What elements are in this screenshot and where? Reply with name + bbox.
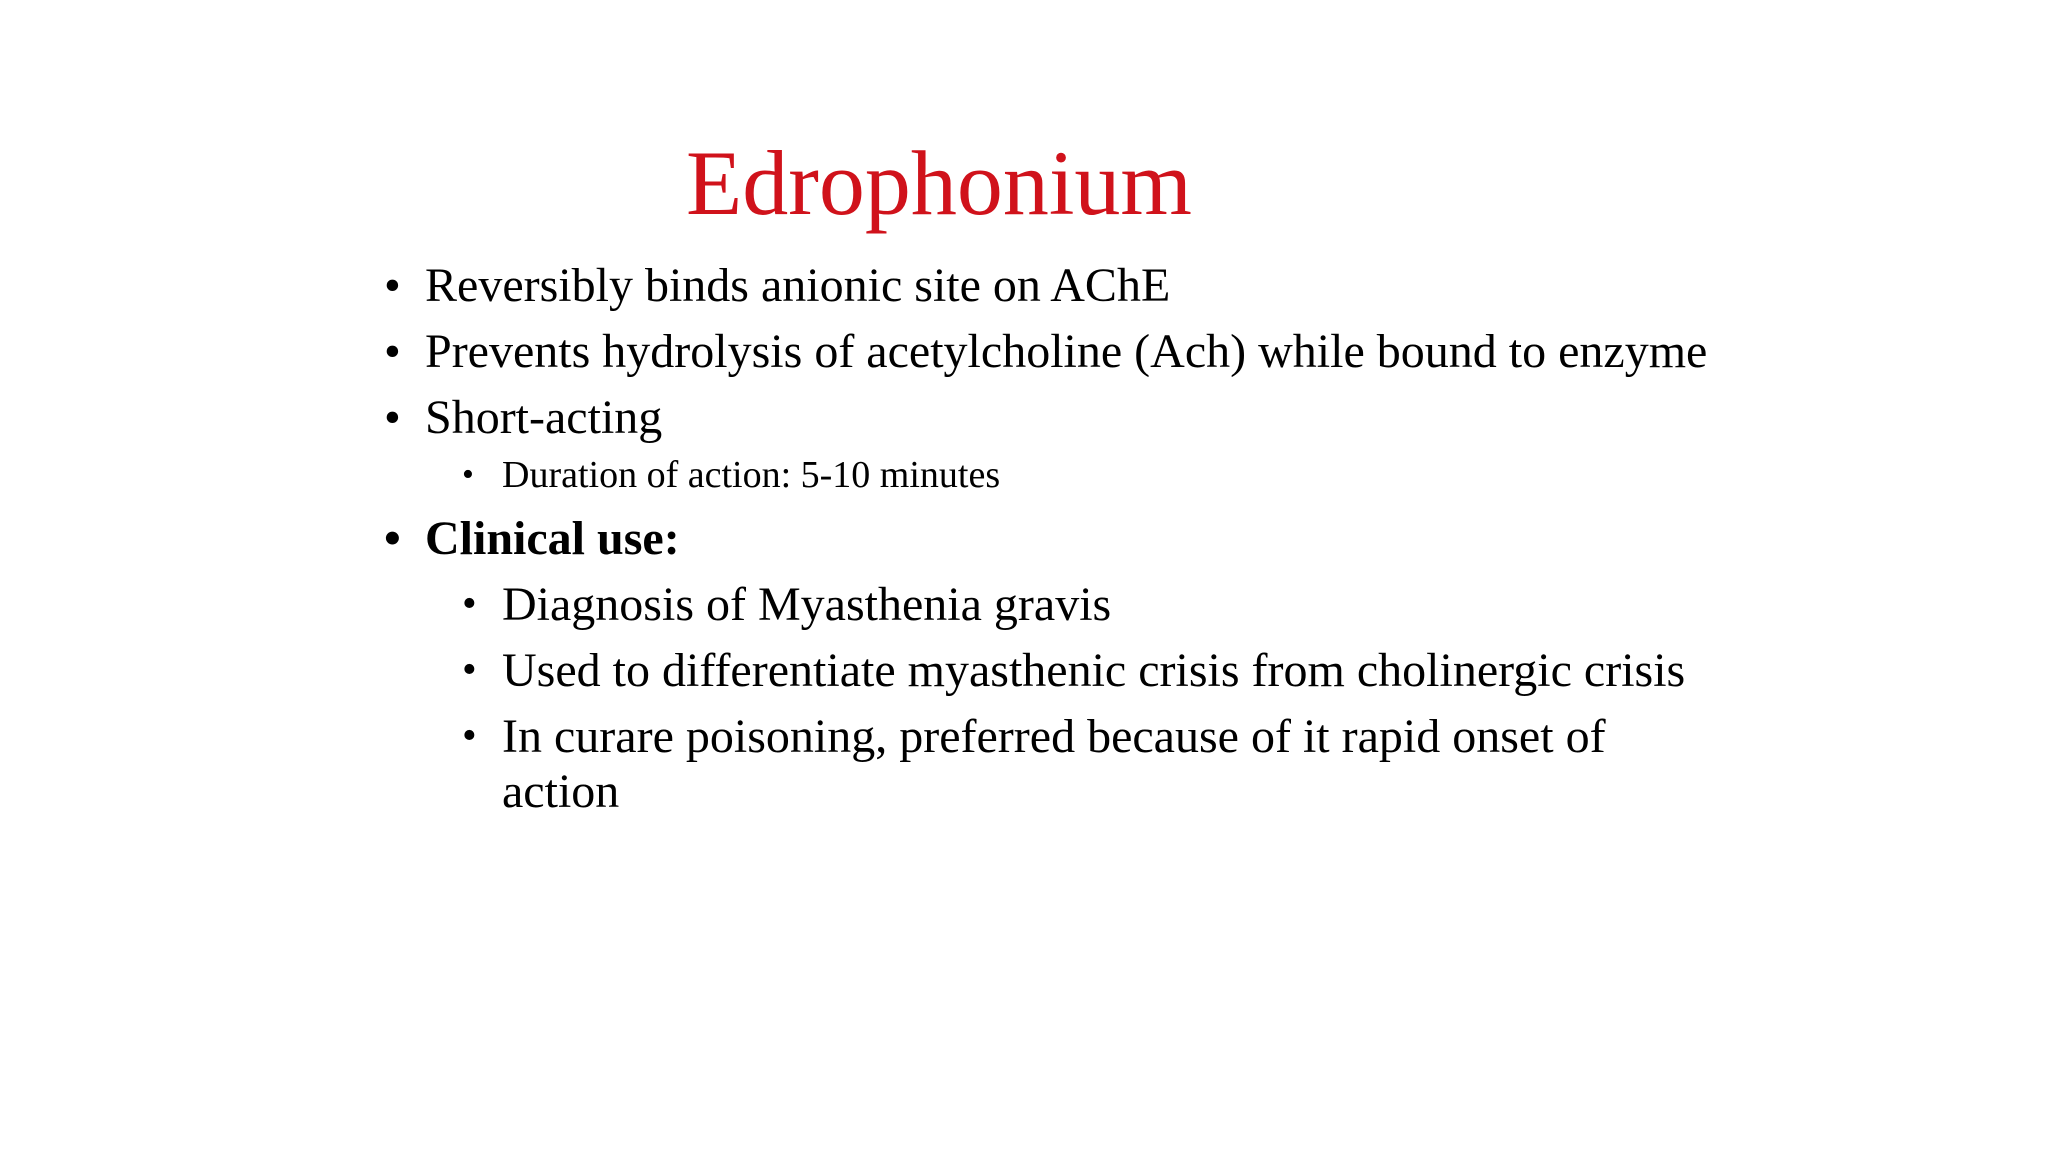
bullet-item [384, 390, 1724, 445]
bullet-text: Short-acting [425, 391, 663, 444]
sub-bullet-item [462, 452, 1724, 498]
bullet-text: In curare poisoning, preferred because of it rapid onset of action [502, 710, 1606, 818]
bullet-text: Clinical use: [425, 512, 680, 565]
sub-bullet-item [462, 643, 1724, 698]
bullet-icon: • [384, 512, 401, 565]
bullet-list [384, 258, 1724, 830]
bullet-icon: • [384, 259, 401, 312]
bullet-text: Diagnosis of Myasthenia gravis [502, 578, 1112, 631]
bullet-text: Duration of action: 5-10 minutes [502, 454, 1001, 496]
slide-title: Edrophonium [686, 132, 1192, 234]
bullet-item-heading [384, 511, 1724, 566]
bullet-text: Reversibly binds anionic site on AChE [425, 259, 1171, 312]
bullet-item [384, 324, 1724, 379]
bullet-icon: • [462, 647, 477, 693]
bullet-text: Used to differentiate myasthenic crisis from cholinergic crisis [502, 644, 1686, 697]
bullet-item [384, 258, 1724, 313]
bullet-text: Prevents hydrolysis of acetylcholine (Ach) while bound to enzyme [425, 325, 1708, 378]
bullet-icon: • [462, 713, 477, 759]
sub-bullet-item [462, 577, 1724, 632]
bullet-icon: • [384, 325, 401, 378]
sub-bullet-item [462, 709, 1724, 819]
bullet-icon: • [462, 456, 474, 493]
bullet-icon: • [462, 581, 477, 627]
bullet-icon: • [384, 391, 401, 444]
